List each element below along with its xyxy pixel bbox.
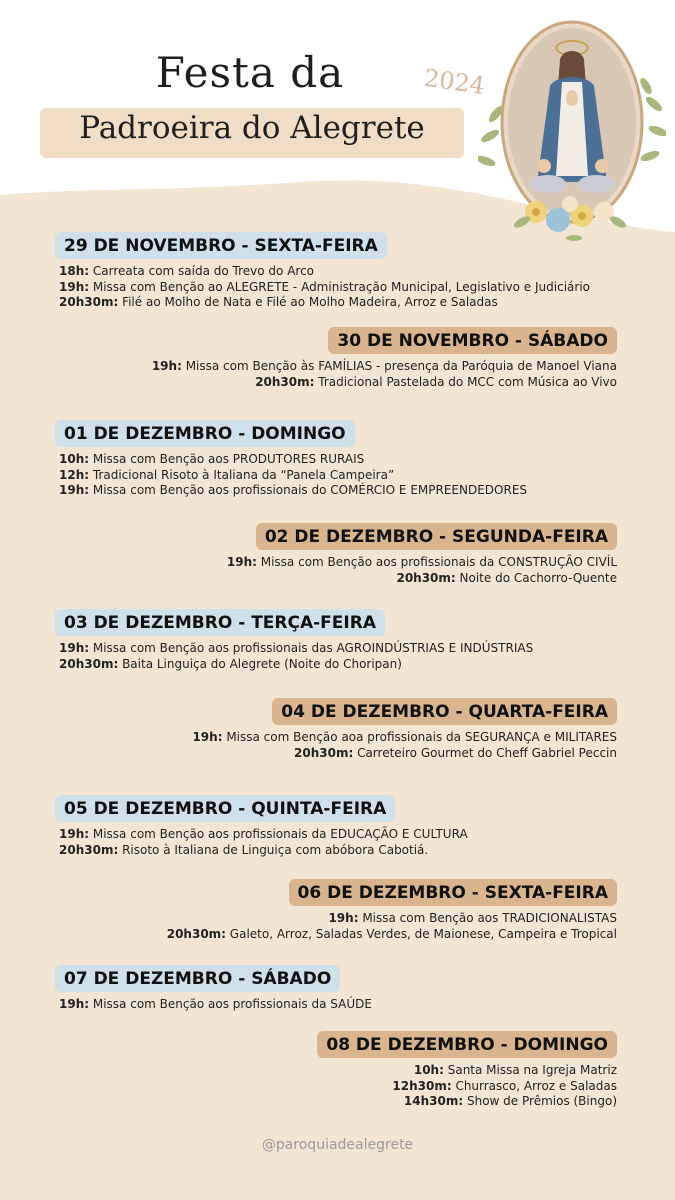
date-badge: 08 DE DEZEMBRO - DOMINGO <box>317 1031 617 1058</box>
schedule-item <box>192 746 617 762</box>
schedule-item <box>317 1063 617 1079</box>
schedule-time: 19h: <box>151 359 182 373</box>
date-badge: 03 DE DEZEMBRO - TERÇA-FEIRA <box>55 609 385 636</box>
schedule-item <box>59 483 527 499</box>
date-badge: 02 DE DEZEMBRO - SEGUNDA-FEIRA <box>256 523 617 550</box>
schedule-time: 20h30m: <box>59 295 119 309</box>
schedule-time: 18h: <box>59 264 90 278</box>
schedule-text: Noite do Cachorro-Quente <box>455 570 617 585</box>
date-badge: 04 DE DEZEMBRO - QUARTA-FEIRA <box>272 698 617 725</box>
schedule-text: Missa com Benção aos profissionais da EDUCAÇÃO E CULTURA <box>89 827 468 841</box>
schedule-time: 20h30m: <box>294 745 354 760</box>
schedule-time: 20h30m: <box>59 656 119 671</box>
schedule-item <box>152 375 617 391</box>
schedule-list <box>55 827 468 858</box>
schedule-item <box>59 997 372 1013</box>
schedule-item <box>167 911 617 927</box>
schedule-item <box>317 1094 617 1110</box>
schedule-item <box>192 730 617 746</box>
day-section-02-dez <box>227 523 617 586</box>
schedule-time: 20h30m: <box>59 842 119 857</box>
schedule-time: 10h: <box>59 452 90 466</box>
schedule-text: Missa com Benção aos profissionais da SAÚDE <box>89 997 372 1011</box>
day-section-30-nov <box>152 327 617 390</box>
schedule-item <box>59 827 468 843</box>
schedule-list <box>227 555 617 586</box>
schedule-item <box>59 843 468 859</box>
schedule-text: Tradicional Risoto à Italiana da “Panela Campeira” <box>89 467 395 482</box>
date-badge: 29 DE NOVEMBRO - SEXTA-FEIRA <box>55 232 387 259</box>
day-section-03-dez <box>55 609 533 672</box>
schedule-time: 20h30m: <box>396 570 456 585</box>
schedule-item <box>227 555 617 571</box>
day-section-07-dez <box>55 965 372 1013</box>
schedule-list <box>167 911 617 942</box>
schedule-time: 14h30m: <box>403 1094 464 1108</box>
day-section-04-dez <box>192 698 617 761</box>
schedule-time: 19h: <box>328 911 359 925</box>
schedule-time: 19h: <box>59 279 90 294</box>
schedule-item <box>59 295 590 311</box>
date-badge: 07 DE DEZEMBRO - SÁBADO <box>55 965 340 992</box>
social-handle: @paroquiadealegrete <box>261 1137 414 1153</box>
schedule-time: 19h: <box>59 827 90 841</box>
schedule-text: Carreata com saída do Trevo do Arco <box>89 264 315 278</box>
day-section-05-dez <box>55 795 468 858</box>
schedule-time: 19h: <box>226 555 257 569</box>
schedule-time: 19h: <box>59 483 90 497</box>
schedule-time: 12h: <box>59 467 90 482</box>
schedule-text: Missa com Benção aos TRADICIONALISTAS <box>358 911 617 925</box>
schedule-text: Galeto, Arroz, Saladas Verdes, de Maionese, Campeira e Tropical <box>225 926 617 941</box>
schedule-item <box>59 280 590 296</box>
schedule-time: 20h30m: <box>166 926 226 941</box>
schedule-text: Churrasco, Arroz e Saladas <box>451 1078 617 1093</box>
schedule-text: Carreteiro Gourmet do Cheff Gabriel Peccin <box>353 745 617 760</box>
schedule-text: Baita Linguiça do Alegrete (Noite do Choripan) <box>118 656 402 671</box>
schedule-text: Santa Missa na Igreja Matriz <box>443 1063 617 1077</box>
schedule-list <box>55 264 590 311</box>
year-label: 2024 <box>422 63 487 101</box>
day-section-01-dez <box>55 420 527 499</box>
schedule-item <box>227 571 617 587</box>
date-badge: 01 DE DEZEMBRO - DOMINGO <box>55 420 355 447</box>
title-line-2: Padroeira do Alegrete <box>79 110 425 146</box>
schedule-text: Missa com Benção aos profissionais das AGROINDÚSTRIAS E INDÚSTRIAS <box>89 641 534 655</box>
schedule-time: 19h: <box>59 641 90 655</box>
day-section-08-dez <box>317 1031 617 1110</box>
schedule-text: Tradicional Pastelada do MCC com Música ao Vivo <box>314 374 617 389</box>
schedule-list <box>192 730 617 761</box>
schedule-list <box>55 452 527 499</box>
schedule-text: Missa com Benção ao ALEGRETE - Administração Municipal, Legislativo e Judiciário <box>89 279 590 294</box>
title-line-1: Festa da <box>155 48 345 97</box>
date-badge: 30 DE NOVEMBRO - SÁBADO <box>328 327 617 354</box>
schedule-list <box>152 359 617 390</box>
date-badge: 06 DE DEZEMBRO - SEXTA-FEIRA <box>289 879 617 906</box>
schedule-item <box>59 264 590 280</box>
schedule-text: Missa com Benção aos PRODUTORES RURAIS <box>89 452 365 466</box>
schedule-item <box>59 468 527 484</box>
schedule-text: Show de Prêmios (Bingo) <box>463 1094 617 1108</box>
schedule-text: Missa com Benção às FAMÍLIAS - presença da Paróquia de Manoel Viana <box>181 359 617 373</box>
schedule-item <box>59 641 533 657</box>
day-section-29-nov <box>55 232 590 311</box>
schedule-item <box>317 1079 617 1095</box>
virgin-mary-image <box>478 16 666 248</box>
schedule-text: Missa com Benção aos profissionais do COMÉRCIO E EMPREENDEDORES <box>89 483 528 497</box>
schedule-text: Risoto à Italiana de Linguiça com abóbora Cabotiá. <box>118 842 429 857</box>
schedule-time: 20h30m: <box>255 374 315 389</box>
schedule-time: 19h: <box>59 997 90 1011</box>
schedule-time: 12h30m: <box>392 1078 452 1093</box>
schedule-item <box>59 452 527 468</box>
schedule-item <box>152 359 617 375</box>
schedule-item <box>167 927 617 943</box>
date-badge: 05 DE DEZEMBRO - QUINTA-FEIRA <box>55 795 395 822</box>
schedule-time: 19h: <box>192 730 223 744</box>
schedule-list <box>55 997 372 1013</box>
schedule-list <box>317 1063 617 1110</box>
schedule-text: Filé ao Molho de Nata e Filé ao Molho Madeira, Arroz e Saladas <box>118 295 498 309</box>
schedule-text: Missa com Benção aos profissionais da CONSTRUÇÃO CIVÍL <box>256 555 617 569</box>
schedule-item <box>59 657 533 673</box>
day-section-06-dez <box>167 879 617 942</box>
schedule-time: 10h: <box>413 1063 444 1077</box>
schedule-text: Missa com Benção aoa profissionais da SEGURANÇA e MILITARES <box>222 730 617 744</box>
schedule-list <box>55 641 533 672</box>
